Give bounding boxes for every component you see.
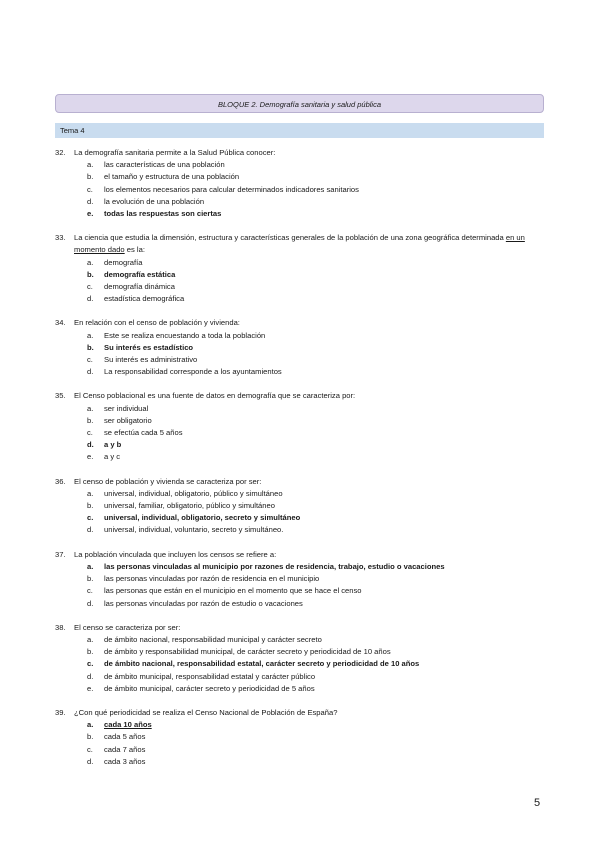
block-header: BLOQUE 2. Demografía sanitaria y salud pública [55,94,544,113]
option-correct: d. a y b [87,440,122,450]
option: b. cada 5 años [87,732,146,742]
option-correct: a. las personas vinculadas al municipio por razones de residencia, trabajo, estudio o vacaciones [87,561,445,571]
tema-label: Tema 4 [55,123,544,138]
question-stem: El censo de población y vivienda se caracteriza por ser: [74,476,262,486]
question-34 [55,317,544,378]
option: a. ser individual [87,403,149,413]
question-stem: La población vinculada que incluyen los censos se refiere a: [74,549,277,559]
option: d. cada 3 años [87,756,146,766]
option-correct: c. de ámbito nacional, responsabilidad estatal, carácter secreto y periodicidad de 10 años [87,659,420,669]
question-39 [55,707,544,768]
question-stem: El censo se caracteriza por ser: [74,622,181,632]
option: d. universal, individual, voluntario, secreto y simultáneo. [87,525,284,535]
question-number: 34. [55,318,66,328]
option: c. los elementos necesarios para calcular determinados indicadores sanitarios [87,184,359,194]
option: c. cada 7 años [87,744,146,754]
option: d. las personas vinculadas por razón de estudio o vacaciones [87,598,303,608]
option: c. demografía dinámica [87,282,175,292]
option-correct: b. demografía estática [87,269,176,279]
option: b. ser obligatorio [87,415,152,425]
option: a. universal, individual, obligatorio, público y simultáneo [87,488,283,498]
option-correct: b. Su interés es estadístico [87,342,194,352]
option: c. Su interés es administrativo [87,355,198,365]
question-36 [55,476,544,537]
option: c. las personas que están en el municipio en el momento que se hace el censo [87,586,362,596]
question-37 [55,549,544,610]
option: a. Este se realiza encuestando a toda la población [87,330,266,340]
option: a. de ámbito nacional, responsabilidad municipal y carácter secreto [87,634,322,644]
option: a. demografía [87,257,143,267]
question-32 [55,147,544,220]
question-35 [55,390,544,463]
question-number: 35. [55,391,66,401]
question-list [55,147,544,780]
option: b. las personas vinculadas por razón de residencia en el municipio [87,574,320,584]
option: b. de ámbito y responsabilidad municipal, de carácter secreto y periodicidad de 10 años [87,647,391,657]
option: b. universal, familiar, obligatorio, público y simultáneo [87,501,275,511]
option-correct: c. universal, individual, obligatorio, secreto y simultáneo [87,513,301,523]
option: e. a y c [87,452,121,462]
question-stem: En relación con el censo de población y vivienda: [74,318,240,328]
option-correct: a. cada 10 años [87,720,152,730]
option: d. estadística demográfica [87,294,185,304]
question-number: 32. [55,148,66,157]
option: d. la evolución de una población [87,196,205,206]
option: a. las características de una población [87,160,225,170]
question-number: 38. [55,622,66,632]
option-correct: e. todas las respuestas son ciertas [87,209,222,219]
option: c. se efectúa cada 5 años [87,428,183,438]
question-number: 33. [55,233,66,243]
question-stem: ¿Con qué periodicidad se realiza el Censo Nacional de Población de España? [74,707,338,717]
question-stem: El Censo poblacional es una fuente de datos en demografía que se caracteriza por: [74,391,356,401]
question-number: 39. [55,707,66,717]
question-stem: La demografía sanitaria permite a la Salud Pública conocer: [74,148,276,157]
question-number: 36. [55,476,66,486]
option: b. el tamaño y estructura de una población [87,172,240,182]
question-stem: La ciencia que estudia la dimensión, estructura y características generales de la población de una zona geográfica determinada en un momento dado es la: [74,233,525,255]
question-33 [55,232,544,305]
option: e. de ámbito municipal, carácter secreto y periodicidad de 5 años [87,683,315,693]
page-number: 5 [534,797,541,809]
option: d. de ámbito municipal, responsabilidad estatal y carácter público [87,671,316,681]
question-number: 37. [55,549,66,559]
option: d. La responsabilidad corresponde a los ayuntamientos [87,367,282,377]
question-38 [55,622,544,695]
